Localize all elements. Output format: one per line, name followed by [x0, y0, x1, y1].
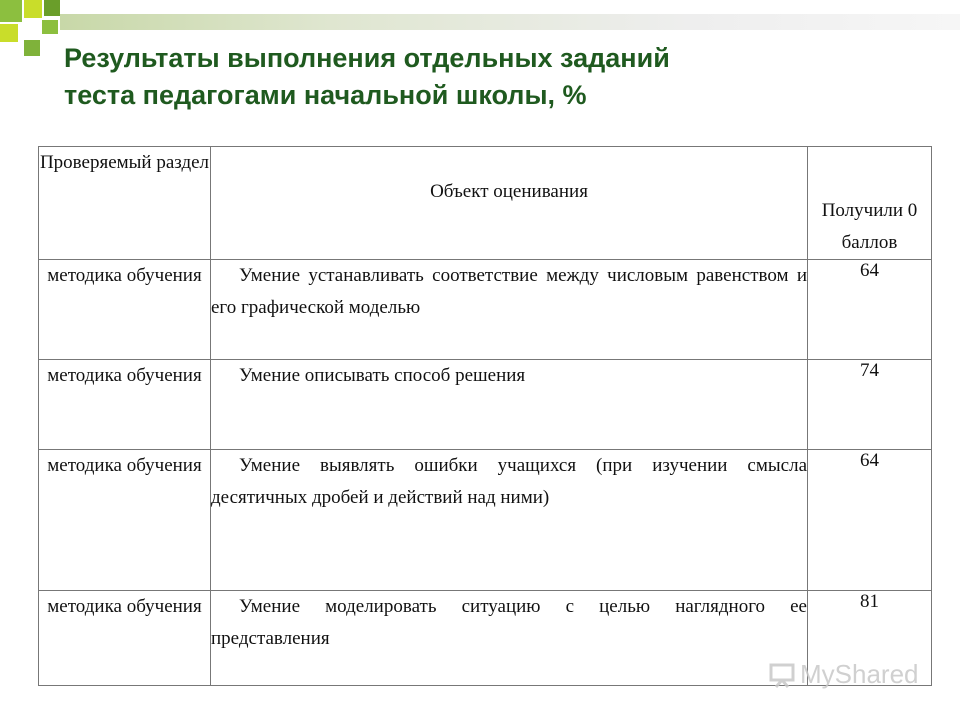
presentation-icon [768, 660, 796, 688]
cell-zero-points: 64 [808, 260, 932, 360]
cell-object: Умение моделировать ситуацию с целью наглядного ее представления [211, 591, 808, 686]
cell-zero-points: 64 [808, 450, 932, 591]
cell-section: методика обучения [39, 450, 211, 591]
header-zero-points [808, 147, 932, 260]
cell-zero-points: 81 [808, 591, 932, 686]
table-row [39, 360, 932, 450]
header-gradient-bar [60, 14, 960, 30]
cell-object: Умение выявлять ошибки учащихся (при изучении смысла десятичных дробей и действий над ними) [211, 450, 808, 591]
table-header-row [39, 147, 932, 260]
results-table [38, 146, 932, 686]
table-row [39, 260, 932, 360]
table-row [39, 450, 932, 591]
page-title [64, 40, 924, 114]
header-zero-points-label: Получили 0 баллов [821, 200, 918, 253]
cell-section: методика обучения [39, 360, 211, 450]
title-line-1: Результаты выполнения отдельных заданий [64, 43, 670, 73]
watermark [768, 656, 928, 692]
cell-section: методика обучения [39, 591, 211, 686]
cell-zero-points: 74 [808, 360, 932, 450]
title-line-2: теста педагогами начальной школы, % [64, 80, 587, 110]
cell-object: Умение описывать способ решения [211, 360, 808, 450]
cell-section: методика обучения [39, 260, 211, 360]
header-object [211, 147, 808, 260]
header-object-label: Объект оценивания [430, 181, 588, 202]
header-section: Проверяемый раздел [39, 147, 211, 260]
cell-object: Умение устанавливать соответствие между числовым равенством и его графической моделью [211, 260, 808, 360]
watermark-text: MyShared [800, 658, 919, 689]
